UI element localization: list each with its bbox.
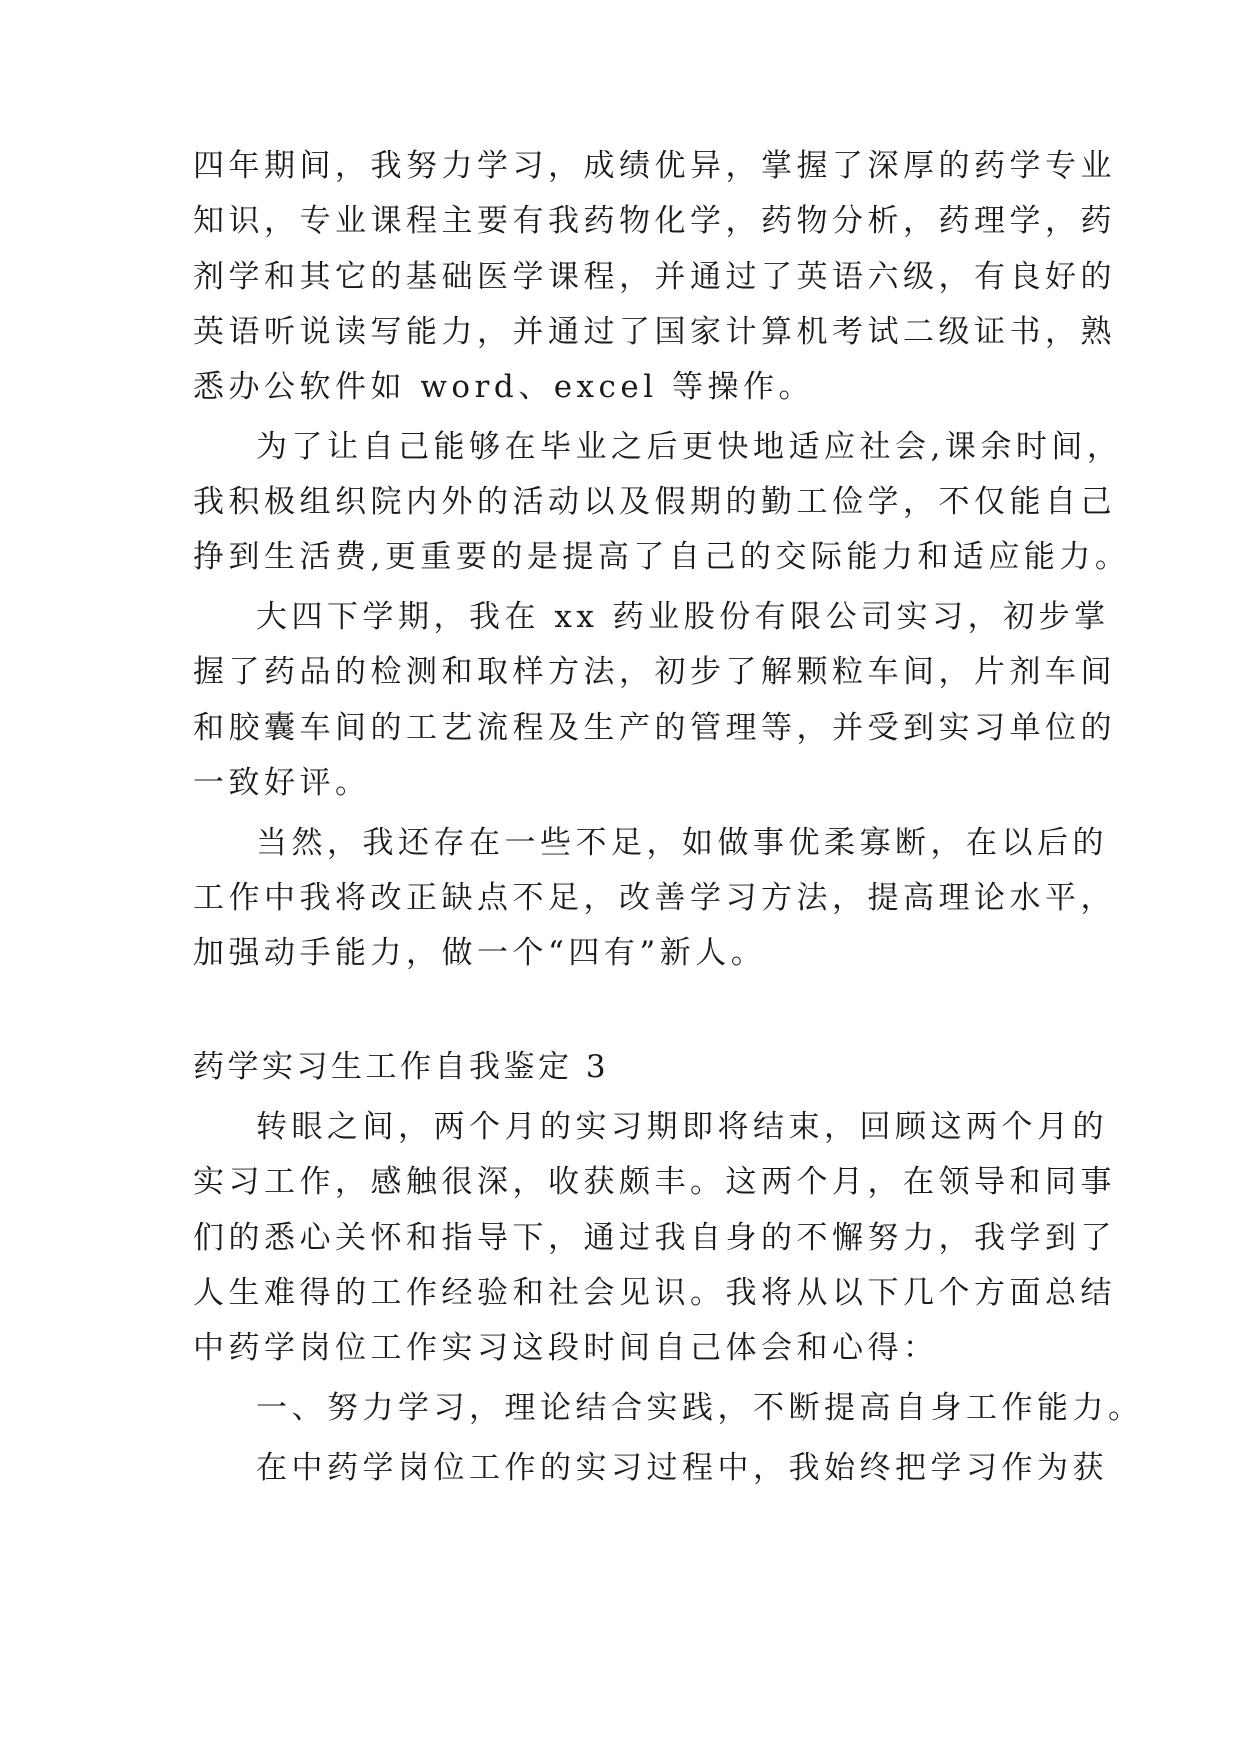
paragraph-line: 为了让自己能够在毕业之后更快地适应社会,课余时间， <box>256 429 1123 465</box>
paragraph-line: 加强动手能力，做一个“四有”新人。 <box>193 935 767 971</box>
paragraph-line: 一、努力学习，理论结合实践，不断提高自身工作能力。 <box>256 1390 1144 1426</box>
paragraph-line: 大四下学期，我在 xx 药业股份有限公司实习，初步掌 <box>256 599 1110 635</box>
paragraph-line: 四年期间，我努力学习，成绩优异，掌握了深厚的药学专业 <box>193 148 1116 184</box>
paragraph-line: 我积极组织院内外的活动以及假期的勤工俭学，不仅能自己 <box>193 484 1116 520</box>
paragraph-line: 知识，专业课程主要有我药物化学，药物分析，药理学，药 <box>193 203 1116 239</box>
paragraph-line: 实习工作，感触很深，收获颇丰。这两个月，在领导和同事 <box>193 1164 1116 1200</box>
paragraph-line: 英语听说读写能力，并通过了国家计算机考试二级证书，熟 <box>193 314 1116 350</box>
paragraph-line: 转眼之间，两个月的实习期即将结束，回顾这两个月的 <box>256 1109 1108 1145</box>
paragraph-line: 一致好评。 <box>193 765 371 801</box>
paragraph-line: 剂学和其它的基础医学课程，并通过了英语六级，有良好的 <box>193 259 1116 295</box>
section-heading: 药学实习生工作自我鉴定 3 <box>193 1049 610 1085</box>
paragraph-line: 挣到生活费,更重要的是提高了自己的交际能力和适应能力。 <box>193 539 1131 575</box>
paragraph-line: 当然，我还存在一些不足，如做事优柔寡断，在以后的 <box>256 825 1108 861</box>
paragraph-line: 中药学岗位工作实习这段时间自己体会和心得： <box>193 1330 939 1366</box>
paragraph-line: 和胶囊车间的工艺流程及生产的管理等，并受到实习单位的 <box>193 710 1116 746</box>
paragraph-line: 悉办公软件如 word、excel 等操作。 <box>193 369 815 405</box>
paragraph-line: 在中药学岗位工作的实习过程中，我始终把学习作为获 <box>256 1450 1108 1486</box>
paragraph-line: 握了药品的检测和取样方法，初步了解颗粒车间，片剂车间 <box>193 654 1116 690</box>
paragraph-line: 们的悉心关怀和指导下，通过我自身的不懈努力，我学到了 <box>193 1220 1116 1256</box>
paragraph-line: 人生难得的工作经验和社会见识。我将从以下几个方面总结 <box>193 1275 1116 1311</box>
paragraph-line: 工作中我将改正缺点不足，改善学习方法，提高理论水平， <box>193 880 1116 916</box>
